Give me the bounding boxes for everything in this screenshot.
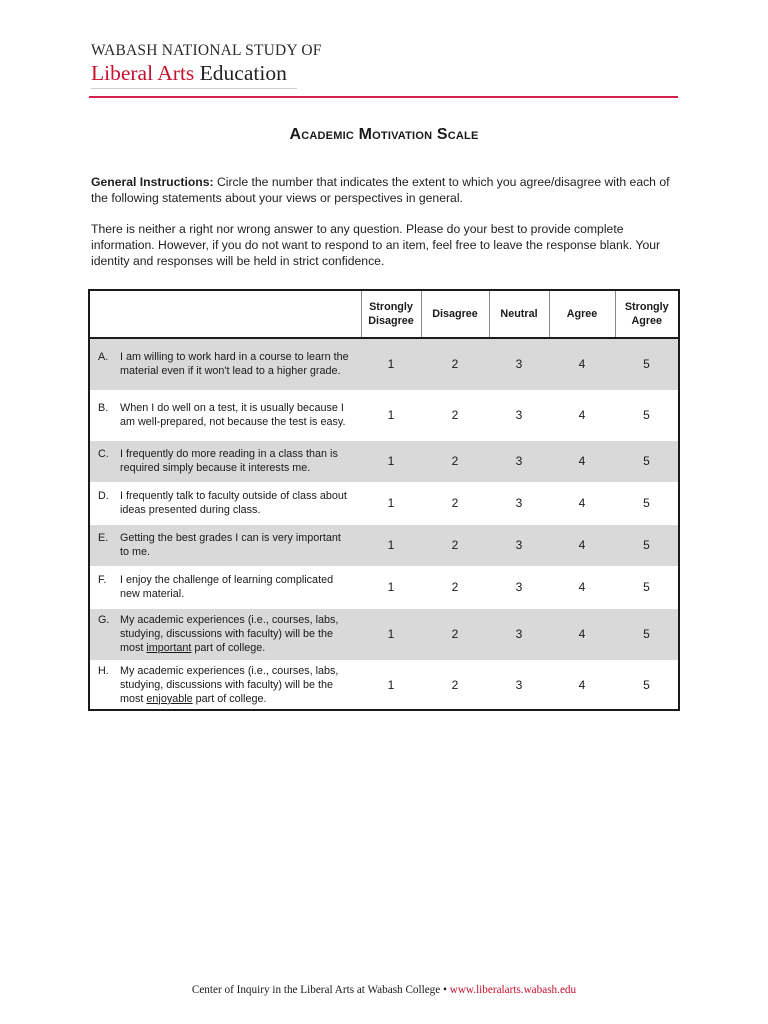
footer-text: Center of Inquiry in the Liberal Arts at Wabash College • <box>191 984 450 996</box>
rating-4[interactable]: 4 <box>549 338 615 390</box>
item-cell <box>89 566 361 608</box>
header-statement <box>89 290 361 338</box>
rating-4[interactable]: 4 <box>549 440 615 482</box>
item-emphasis: enjoyable <box>146 692 193 705</box>
header-divider <box>89 96 678 98</box>
logo-dark-word: Education <box>199 61 287 85</box>
rating-5[interactable]: 5 <box>615 660 679 710</box>
item-cell <box>89 482 361 524</box>
rating-1[interactable]: 1 <box>361 338 421 390</box>
item-letter: D. <box>98 490 109 502</box>
table-header-row <box>89 290 679 338</box>
item-cell <box>89 440 361 482</box>
rating-5[interactable]: 5 <box>615 524 679 566</box>
item-text-end: part of college. <box>192 692 267 705</box>
rating-4[interactable]: 4 <box>549 566 615 608</box>
header-strongly-agree: Strongly Agree <box>615 290 679 338</box>
rating-3[interactable]: 3 <box>489 566 549 608</box>
rating-2[interactable]: 2 <box>421 660 489 710</box>
footer <box>0 984 768 996</box>
rating-1[interactable]: 1 <box>361 524 421 566</box>
rating-2[interactable]: 2 <box>421 338 489 390</box>
rating-5[interactable]: 5 <box>615 390 679 440</box>
rating-2[interactable]: 2 <box>421 566 489 608</box>
rating-1[interactable]: 1 <box>361 566 421 608</box>
item-letter: G. <box>98 614 110 626</box>
logo-divider <box>91 88 297 89</box>
item-letter: B. <box>98 402 109 414</box>
survey-table <box>88 289 680 711</box>
logo-title <box>91 60 299 86</box>
item-text: Getting the best grades I can is very important to me. <box>120 532 341 558</box>
rating-5[interactable]: 5 <box>615 566 679 608</box>
item-text: I am willing to work hard in a course to learn the material even if it won't lead to a higher grade. <box>120 351 349 378</box>
rating-4[interactable]: 4 <box>549 482 615 524</box>
item-text: I frequently do more reading in a class than is required simply because it interests me. <box>120 448 338 474</box>
item-text <box>120 613 351 655</box>
item-text-end: part of college. <box>191 642 266 654</box>
rating-2[interactable]: 2 <box>421 524 489 566</box>
rating-4[interactable]: 4 <box>549 660 615 710</box>
rating-3[interactable]: 3 <box>489 660 549 710</box>
rating-1[interactable]: 1 <box>361 482 421 524</box>
rating-1[interactable]: 1 <box>361 440 421 482</box>
item-text: I frequently talk to faculty outside of class about ideas presented during class. <box>120 490 347 516</box>
header-neutral: Neutral <box>489 290 549 338</box>
item-cell <box>89 608 361 660</box>
table-row <box>89 482 679 524</box>
item-letter: F. <box>98 574 107 586</box>
rating-5[interactable]: 5 <box>615 440 679 482</box>
rating-5[interactable]: 5 <box>615 608 679 660</box>
table-row <box>89 390 679 440</box>
table-row <box>89 440 679 482</box>
item-text <box>120 664 351 706</box>
item-letter: C. <box>98 448 109 460</box>
rating-1[interactable]: 1 <box>361 608 421 660</box>
header-agree: Agree <box>549 290 615 338</box>
item-letter: A. <box>98 351 109 364</box>
header-strongly-disagree: Strongly Disagree <box>361 290 421 338</box>
table-row <box>89 338 679 390</box>
footer-link[interactable]: www.liberalarts.wabash.edu <box>449 984 577 996</box>
rating-2[interactable]: 2 <box>421 440 489 482</box>
rating-3[interactable]: 3 <box>489 524 549 566</box>
rating-1[interactable]: 1 <box>361 660 421 710</box>
rating-2[interactable]: 2 <box>421 482 489 524</box>
table-row <box>89 566 679 608</box>
confidentiality-note: There is neither a right nor wrong answer to any question. Please do your best to provide complete information. However, if you do not want to respond to an item, feel free to leave the response blank. Your identity and responses will be held in strict confidence. <box>91 222 661 268</box>
item-emphasis: important <box>146 642 192 654</box>
item-letter: E. <box>98 532 109 544</box>
general-instructions <box>91 174 683 206</box>
item-text: I enjoy the challenge of learning complicated new material. <box>120 574 334 600</box>
instructions-label: General Instructions: <box>91 175 214 189</box>
rating-4[interactable]: 4 <box>549 524 615 566</box>
item-text-start: My academic experiences (i.e., courses, labs, studying, discussions with faculty) will be the most <box>120 664 339 705</box>
rating-3[interactable]: 3 <box>489 390 549 440</box>
item-cell <box>89 338 361 390</box>
item-cell <box>89 660 361 710</box>
rating-2[interactable]: 2 <box>421 390 489 440</box>
instructions-text: Circle the number that indicates the extent to which you agree/disagree with each of the following statements about your views or perspectives in general. <box>91 175 670 205</box>
rating-4[interactable]: 4 <box>549 608 615 660</box>
rating-5[interactable]: 5 <box>615 482 679 524</box>
page-title: Academic Motivation Scale <box>289 126 479 143</box>
rating-3[interactable]: 3 <box>489 338 549 390</box>
item-letter: H. <box>98 664 109 677</box>
rating-3[interactable]: 3 <box>489 482 549 524</box>
logo-top-line: WABASH NATIONAL STUDY OF <box>91 42 322 59</box>
header-disagree: Disagree <box>421 290 489 338</box>
rating-1[interactable]: 1 <box>361 390 421 440</box>
item-text: When I do well on a test, it is usually because I am well-prepared, not because the test is easy. <box>120 402 346 428</box>
table-row <box>89 524 679 566</box>
rating-2[interactable]: 2 <box>421 608 489 660</box>
logo <box>91 42 322 86</box>
item-cell <box>89 524 361 566</box>
rating-5[interactable]: 5 <box>615 338 679 390</box>
rating-4[interactable]: 4 <box>549 390 615 440</box>
logo-red-word: Liberal Arts <box>91 61 195 85</box>
rating-3[interactable]: 3 <box>489 440 549 482</box>
item-cell <box>89 390 361 440</box>
table-row <box>89 608 679 660</box>
item-text-start: My academic experiences (i.e., courses, labs, studying, discussions with faculty) will be the most <box>120 614 339 654</box>
rating-3[interactable]: 3 <box>489 608 549 660</box>
table-row <box>89 660 679 710</box>
